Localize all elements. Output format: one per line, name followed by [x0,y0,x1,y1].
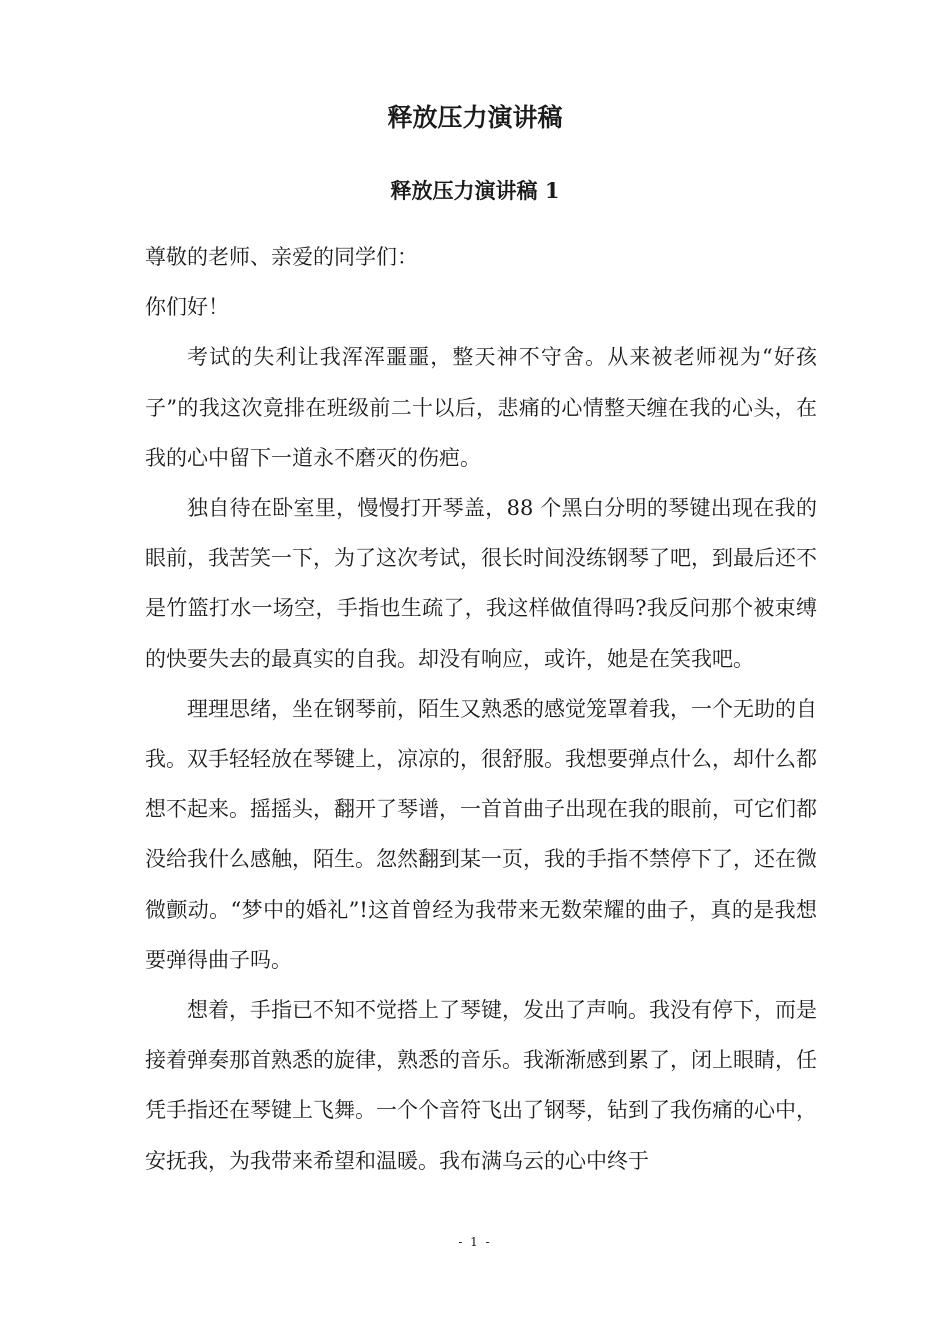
document-body [145,232,817,1186]
salutation-line: 你们好！ [145,295,229,320]
greeting-line: 尊敬的老师、亲爱的同学们： [145,245,418,269]
document-title: 释放压力演讲稿 [387,103,563,132]
page-number: - 1 - [458,1235,492,1249]
section-title: 释放压力演讲稿 1 [390,178,560,203]
body-paragraph: 独自待在卧室里，慢慢打开琴盖，88 个黑白分明的琴键出现在我的眼前，我苦笑一下，为了这次考试，很长时间没练钢琴了吧，到最后还不是竹篮打水一场空，手指也生疏了，我这样做值得吗?我反问那个被束缚的快要失去的最真实的自我。却没有响应，或许，她是在笑我吧。 [145,496,817,671]
body-paragraph: 理理思绪，坐在钢琴前，陌生又熟悉的感觉笼罩着我，一个无助的自我。双手轻轻放在琴键上，凉凉的，很舒服。我想要弹点什么，却什么都想不起来。摇摇头，翻开了琴谱，一首首曲子出现在我的眼前，可它们都没给我什么感触，陌生。忽然翻到某一页，我的手指不禁停下了，还在微微颤动。“梦中的婚礼”!这首曾经为我带来无数荣耀的曲子，真的是我想要弹得曲子吗。 [145,696,817,972]
body-paragraph: 想着，手指已不知不觉搭上了琴键，发出了声响。我没有停下，而是接着弹奏那首熟悉的旋律，熟悉的音乐。我渐渐感到累了，闭上眼睛，任凭手指还在琴键上飞舞。一个个音符飞出了钢琴，钻到了我伤痛的心中，安抚我，为我带来希望和温暖。我布满乌云的心中终于 [145,998,817,1173]
body-paragraph: 考试的失利让我浑浑噩噩，整天神不守舍。从来被老师视为“好孩子”的我这次竟排在班级前二十以后，悲痛的心情整天缠在我的心头，在我的心中留下一道永不磨灭的伤疤。 [145,345,817,470]
